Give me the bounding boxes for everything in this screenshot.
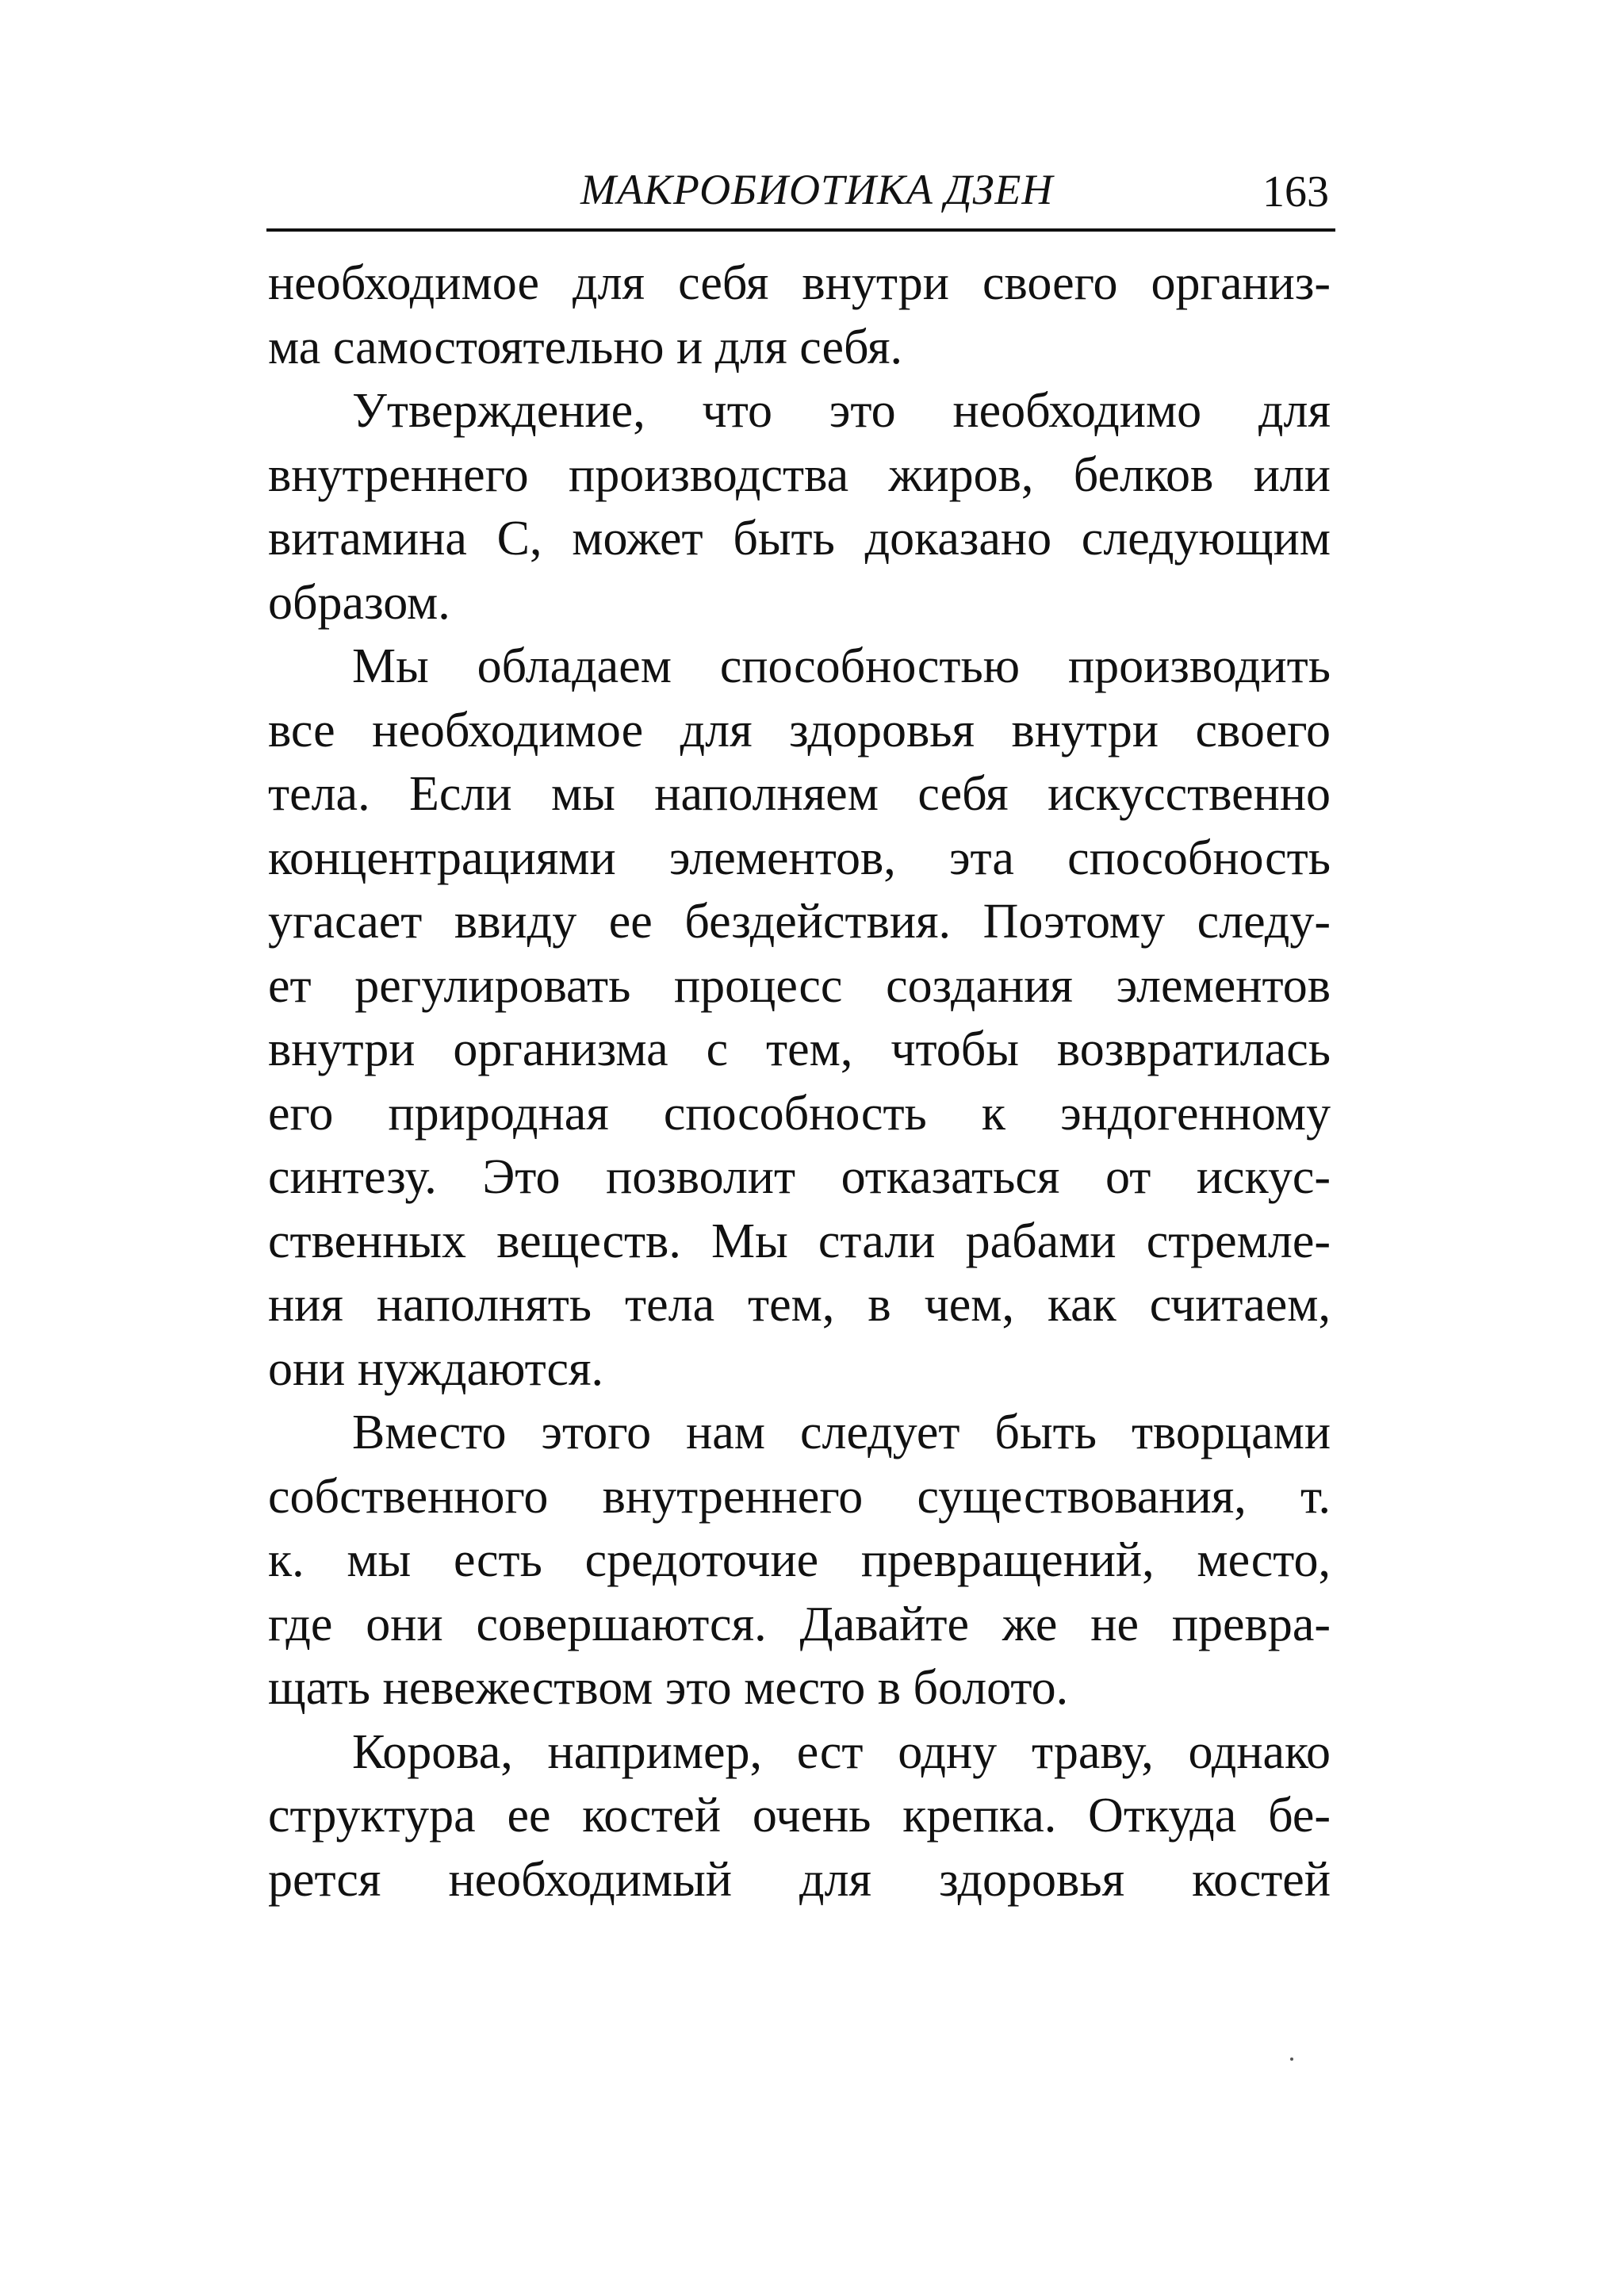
text-line: Мы обладаем способностью производить — [352, 639, 1331, 693]
page-number: 163 — [1262, 167, 1329, 217]
text-line: ма самостоятельно и для себя. — [268, 320, 903, 374]
text-line: угасает ввиду ее бездействия. Поэтому следу- — [268, 895, 1331, 949]
text-line: внутреннего производства жиров, белков или — [268, 447, 1331, 502]
text-line: его природная способность к эндогенному — [268, 1086, 1331, 1141]
body-text — [268, 251, 1331, 1912]
text-line: образом. — [268, 575, 450, 630]
text-line: ственных веществ. Мы стали рабами стремле- — [268, 1214, 1331, 1268]
text-line: ет регулировать процесс создания элементов — [268, 958, 1331, 1013]
text-line: Корова, например, ест одну траву, однако — [352, 1724, 1331, 1779]
text-line: где они совершаются. Давайте же не превра- — [268, 1597, 1331, 1651]
text-line: необходимое для себя внутри своего организ- — [268, 256, 1331, 310]
scan-speck — [1290, 2057, 1293, 2061]
text-line: тела. Если мы наполняем себя искусственно — [268, 767, 1331, 821]
text-line: Утверждение, что это необходимо для — [352, 384, 1331, 438]
text-line: они нуждаются. — [268, 1341, 604, 1396]
text-line: синтезу. Это позволит отказаться от искус- — [268, 1150, 1331, 1204]
text-line: ния наполнять тела тем, в чем, как считаем, — [268, 1278, 1331, 1332]
text-line: Вместо этого нам следует быть творцами — [352, 1406, 1331, 1459]
running-title: МАКРОБИОТИКА ДЗЕН — [580, 166, 1054, 213]
text-line: собственного внутреннего существования, т. — [268, 1469, 1331, 1524]
text-line: щать невежеством это место в болото. — [268, 1661, 1069, 1715]
text-line: внутри организма с тем, чтобы возвратилась — [268, 1022, 1331, 1076]
text-line: рется необходимый для здоровья костей — [268, 1852, 1331, 1907]
text-line: структура ее костей очень крепка. Откуда бе- — [268, 1789, 1331, 1843]
text-line: к. мы есть средоточие превращений, место, — [268, 1533, 1331, 1587]
text-line: концентрациями элементов, эта способность — [268, 830, 1331, 885]
running-head — [266, 159, 1335, 232]
text-line: все необходимое для здоровья внутри своего — [268, 703, 1331, 757]
text-line: витамина С, может быть доказано следующим — [268, 512, 1331, 566]
